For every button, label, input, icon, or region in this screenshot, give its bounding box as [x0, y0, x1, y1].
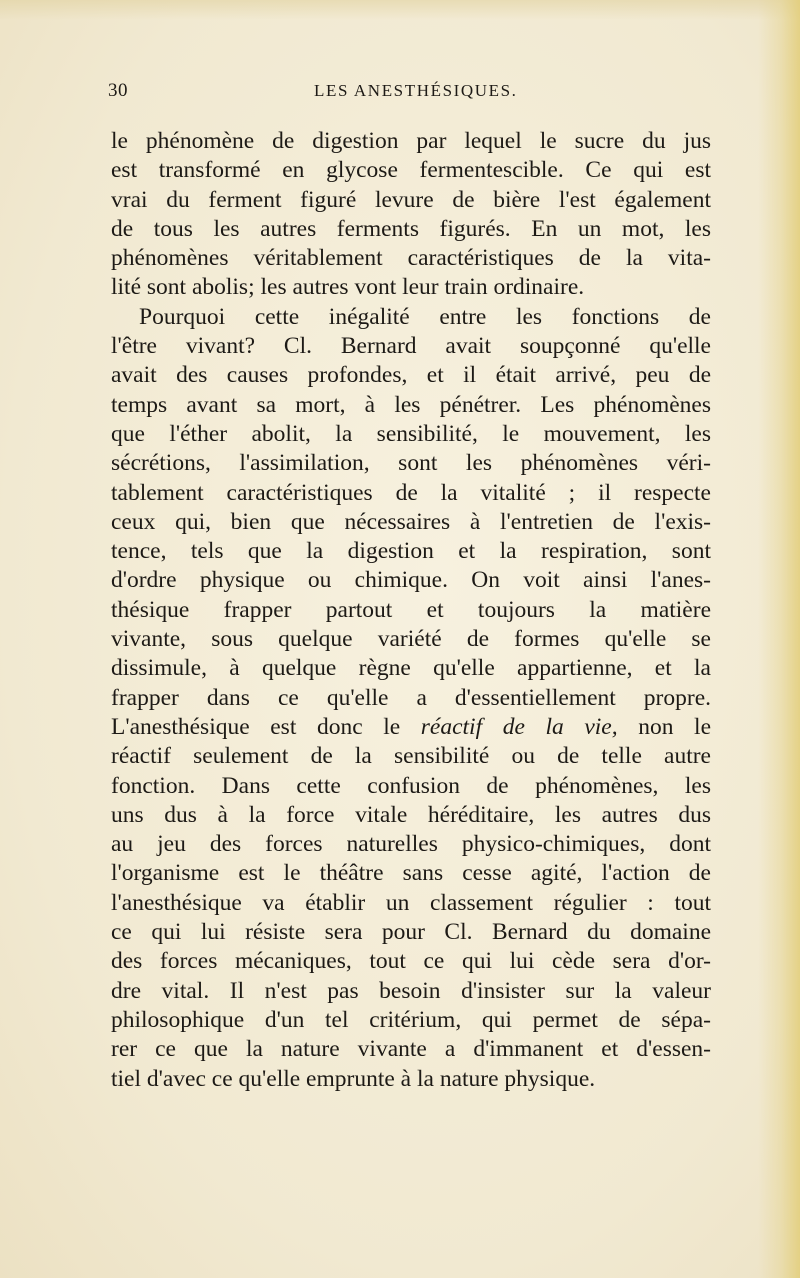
running-head: LES ANESTHÉSIQUES.: [314, 81, 518, 100]
text-line: que l'éther abolit, la sensibilité, le mouvement, les: [111, 420, 711, 447]
text-line: tence, tels que la digestion et la respiration, sont: [111, 538, 711, 565]
text-line: l'être vivant? Cl. Bernard avait soupçonné qu'elle: [111, 333, 711, 360]
text-line-with-italic: [111, 713, 711, 742]
text-line: ceux qui, bien que nécessaires à l'entretien de l'exis-: [111, 508, 711, 535]
page-edge-discoloration: [758, 0, 800, 1278]
text-line: l'organisme est le théâtre sans cesse agité, l'action de: [111, 860, 711, 887]
text-line: vrai du ferment figuré levure de bière l'est également: [111, 186, 711, 213]
text-line: l'anesthésique va établir un classement régulier : tout: [111, 889, 711, 916]
text-line: tablement caractéristiques de la vitalité ; il respecte: [111, 479, 711, 506]
text-segment: non le: [617, 713, 711, 740]
text-line: fonction. Dans cette confusion de phénomènes, les: [111, 772, 711, 799]
italic-phrase: réactif de la vie,: [420, 713, 618, 740]
text-line: dissimule, à quelque règne qu'elle appartienne, et la: [111, 655, 711, 682]
text-line: rer ce que la nature vivante a d'immanent et d'essen-: [111, 1036, 711, 1063]
text-line: phénomènes véritablement caractéristiques de la vita-: [111, 245, 711, 272]
paragraph-start-line: Pourquoi cette inégalité entre les fonctions de: [139, 303, 711, 330]
text-line: avait des causes profondes, et il était arrivé, peu de: [111, 362, 711, 389]
text-line: des forces mécaniques, tout ce qui lui cède sera d'or-: [111, 948, 711, 975]
text-line: au jeu des forces naturelles physico-chimiques, dont: [111, 831, 711, 858]
text-line: vivante, sous quelque variété de formes qu'elle se: [111, 626, 711, 653]
page-top-shading: [0, 0, 800, 20]
text-line: sécrétions, l'assimilation, sont les phénomènes véri-: [111, 450, 711, 477]
page-header: [108, 80, 708, 106]
text-line: frapper dans ce qu'elle a d'essentiellement propre.: [111, 684, 711, 711]
text-line: uns dus à la force vitale héréditaire, les autres dus: [111, 801, 711, 828]
text-line: philosophique d'un tel critérium, qui permet de sépa-: [111, 1006, 711, 1033]
text-line: temps avant sa mort, à les pénétrer. Les phénomènes: [111, 391, 711, 418]
text-line: est transformé en glycose fermentescible. Ce qui est: [111, 157, 711, 184]
text-line: thésique frapper partout et toujours la matière: [111, 596, 711, 623]
text-line: dre vital. Il n'est pas besoin d'insister sur la valeur: [111, 977, 711, 1004]
text-line: de tous les autres ferments figurés. En un mot, les: [111, 215, 711, 242]
body-text: [111, 127, 711, 1094]
text-line: le phénomène de digestion par lequel le sucre du jus: [111, 128, 711, 154]
text-line: lité sont abolis; les autres vont leur train ordinaire.: [111, 274, 585, 301]
text-line: réactif seulement de la sensibilité ou de telle autre: [111, 743, 711, 770]
text-line: tiel d'avec ce qu'elle emprunte à la nature physique.: [111, 1065, 596, 1092]
text-line: d'ordre physique ou chimique. On voit ainsi l'anes-: [111, 567, 711, 594]
text-segment: L'anesthésique est donc le: [111, 713, 421, 740]
text-line: ce qui lui résiste sera pour Cl. Bernard du domaine: [111, 919, 711, 946]
page-number: 30: [108, 80, 128, 101]
